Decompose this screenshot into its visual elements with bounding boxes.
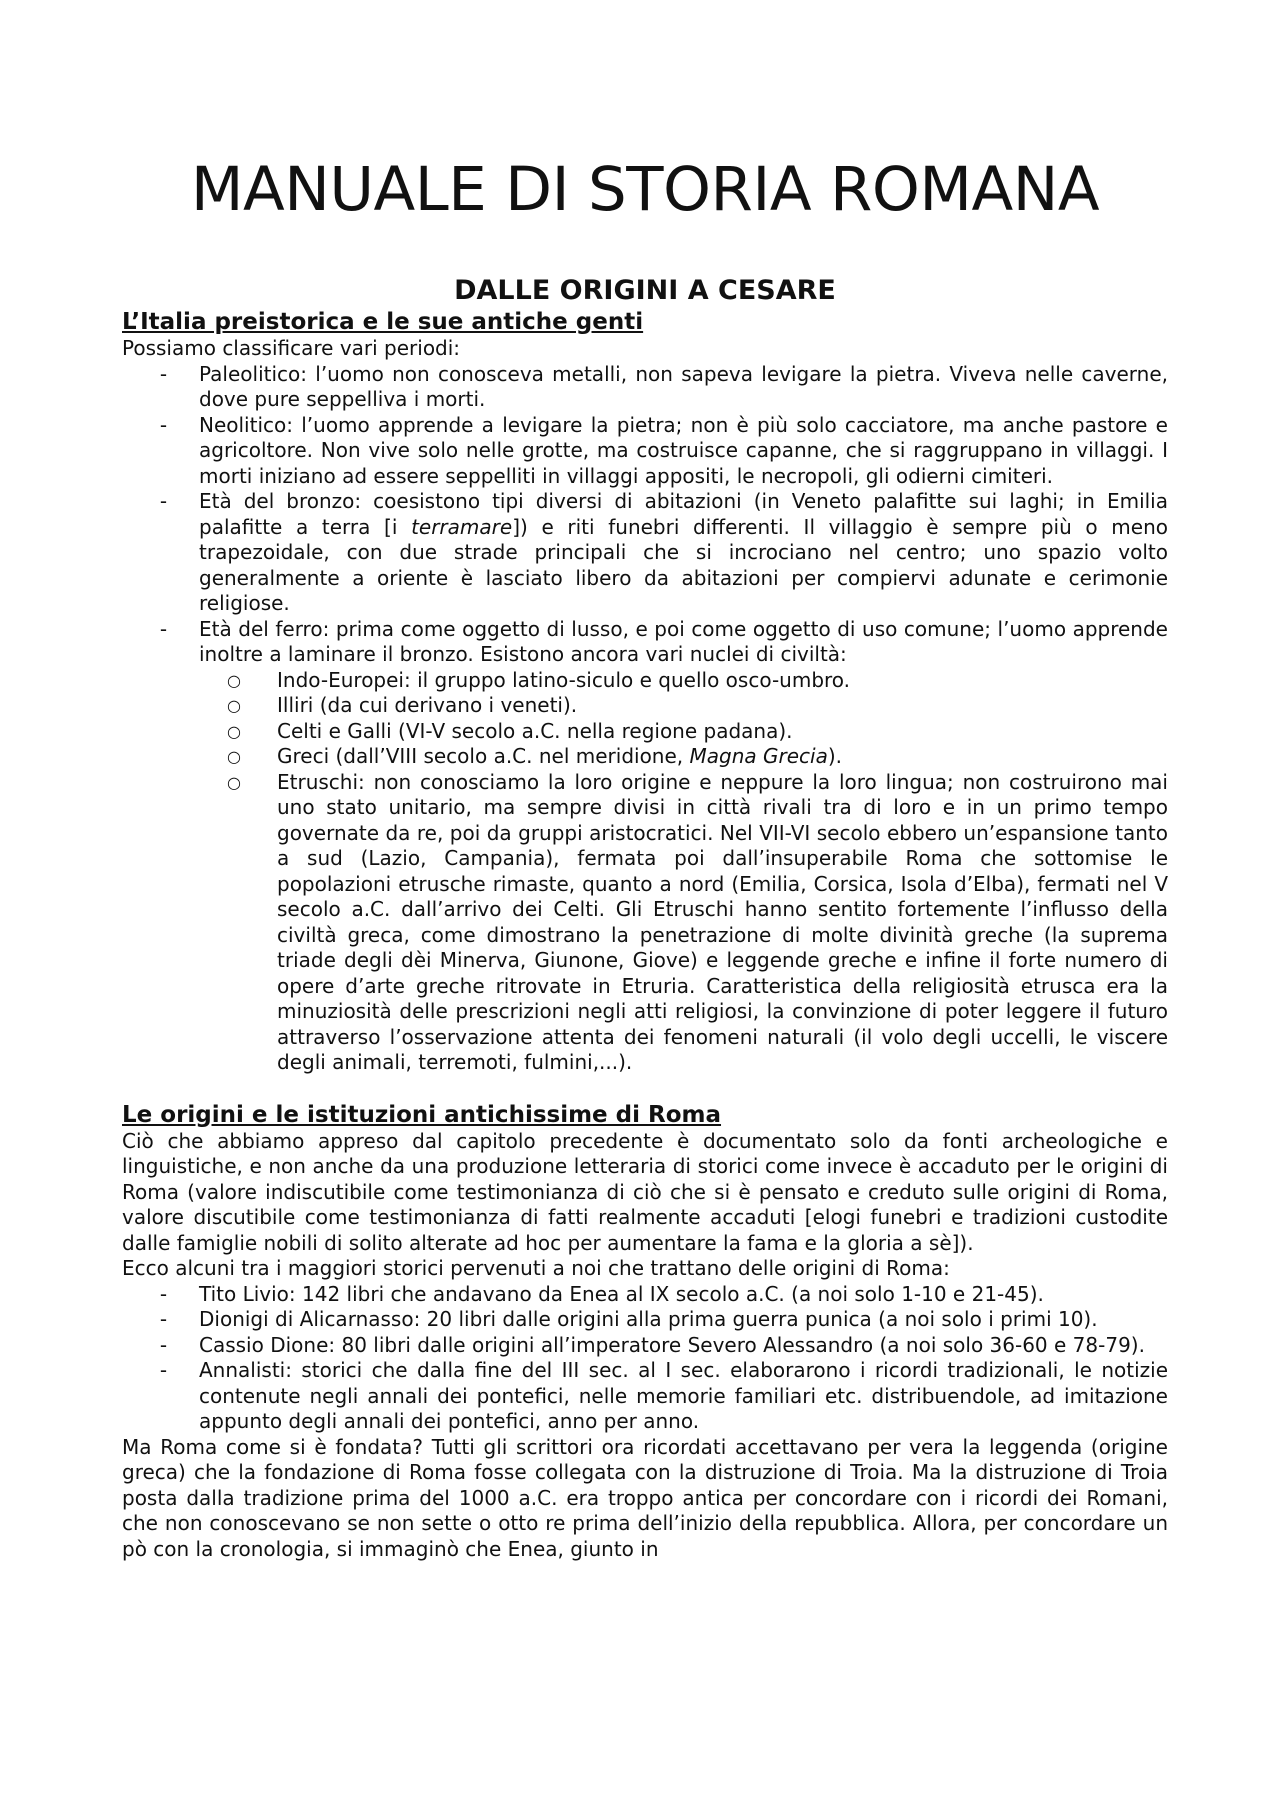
section-heading: L’Italia preistorica e le sue antiche genti bbox=[122, 309, 644, 335]
item-text: Greci (dall’VIII secolo a.C. nel meridione, bbox=[277, 744, 690, 768]
page-subtitle: DALLE ORIGINI A CESARE bbox=[454, 275, 836, 306]
sub-list-item: ○ Indo-Europei: il gruppo latino-siculo e quello osco-umbro. bbox=[277, 668, 1168, 694]
item-text: Età del ferro: prima come oggetto di lusso, e poi come oggetto di uso comune; l’uomo apprende inoltre a laminare il bronzo. Esistono ancora vari nuclei di civiltà: bbox=[199, 616, 1168, 666]
item-text: Età del bronzo: coesistono tipi diversi di abitazioni (in Veneto palafitte sui laghi; in Emilia palafitte a terra [i bbox=[199, 489, 1168, 539]
list-item: - Annalisti: storici che dalla fine del III sec. al I sec. elaborarono i ricordi tradizionali, le notizie contenute negli annali dei pontefici, nelle memorie familiari etc. distribuendole, ad imitazione appunto degli annali dei pontefici, anno per anno. bbox=[199, 1358, 1168, 1435]
paragraph: Ecco alcuni tra i maggiori storici pervenuti a noi che trattano delle origini di Roma: bbox=[122, 1256, 950, 1280]
periods-list bbox=[122, 362, 1168, 1076]
document-page bbox=[122, 150, 1168, 1562]
section-heading: Le origini e le istituzioni antichissime di Roma bbox=[122, 1101, 722, 1128]
spacer bbox=[122, 1076, 1168, 1101]
section-prehistoric-italy bbox=[122, 308, 1168, 1076]
civilizations-list bbox=[199, 668, 1168, 1076]
list-item bbox=[199, 489, 1168, 617]
page-title: MANUALE DI STORIA ROMANA bbox=[190, 154, 1100, 225]
list-item: - Tito Livio: 142 libri che andavano da Enea al IX secolo a.C. (a noi solo 1-10 e 21-45). bbox=[199, 1282, 1168, 1308]
italic-term: Magna Grecia bbox=[689, 744, 828, 768]
historians-list bbox=[122, 1282, 1168, 1435]
sub-list-item: ○ Etruschi: non conosciamo la loro origine e neppure la loro lingua; non costruirono mai uno stato unitario, ma sempre divisi in città rivali tra di loro e in un primo tempo governate da re, poi da gruppi aristocratici. Nel VII-VI secolo ebbero un’espansione tanto a sud (Lazio, Campania), fermata poi dall’insuperabile Roma che sottomise le popolazioni etrusche rimaste, quanto a nord (Emilia, Corsica, Isola d’Elba), fermati nel V secolo a.C. dall’arrivo dei Celti. Gli Etruschi hanno sentito fortemente l’influsso della civiltà greca, come dimostrano la penetrazione di molte divinità greche (la suprema triade degli dèi Minerva, Giunone, Giove) e leggende greche e infine il forte numero di opere d’arte greche ritrovate in Etruria. Caratteristica della religiosità etrusca era la minuziosità delle prescrizioni negli atti religiosi, la convinzione di poter leggere il futuro attraverso l’osservazione attenta dei fenomeni naturali (il volo degli uccelli, le viscere degli animali, terremoti, fulmini,...). bbox=[277, 770, 1168, 1076]
italic-term: terramare bbox=[411, 514, 513, 539]
item-text: ]) e riti funebri differenti. Il villaggio è sempre più o meno trapezoidale, con due strade principali che si incrociano nel centro; uno spazio volto generalmente a oriente è lasciato libero da abitazioni per compiervi adunate e cerimonie religiose. bbox=[199, 514, 1169, 615]
paragraph: Ciò che abbiamo appreso dal capitolo precedente è documentato solo da fonti archeologiche e linguistiche, e non anche da una produzione letteraria di storici come invece è accaduto per le origini di Roma (valore indiscutibile come testimonianza di ciò che si è pensato e creduto sulle origini di Roma, valore discutibile come testimonianza di fatti realmente accaduti [elogi funebri e tradizioni custodite dalle famiglie nobili di solito alterate ad hoc per aumentare la fama e la gloria a sè]). bbox=[122, 1128, 1168, 1255]
item-text: ). bbox=[827, 744, 843, 768]
paragraph: Ma Roma come si è fondata? Tutti gli scrittori ora ricordati accettavano per vera la leggenda (origine greca) che la fondazione di Roma fosse collegata con la distruzione di Troia. Ma la distruzione di Troia posta dalla tradizione prima del 1000 a.C. era troppo antica per concordare con i ricordi dei Romani, che non conoscevano se non sette o otto re prima dell’inizio della repubblica. Allora, per concordare un pò con la cronologia, si immaginò che Enea, giunto in bbox=[122, 1434, 1168, 1561]
sub-list-item: ○ Illiri (da cui derivano i veneti). bbox=[277, 693, 1168, 719]
list-item: - Cassio Dione: 80 libri dalle origini all’imperatore Severo Alessandro (a noi solo 36-60 e 78-79). bbox=[199, 1333, 1168, 1359]
sub-list-item bbox=[277, 744, 1168, 770]
list-item: - Dionigi di Alicarnasso: 20 libri dalle origini alla prima guerra punica (a noi solo i primi 10). bbox=[199, 1307, 1168, 1333]
list-item: - Paleolitico: l’uomo non conosceva metalli, non sapeva levigare la pietra. Viveva nelle caverne, dove pure seppelliva i morti. bbox=[199, 362, 1168, 413]
list-item: - Neolitico: l’uomo apprende a levigare la pietra; non è più solo cacciatore, ma anche pastore e agricoltore. Non vive solo nelle grotte, ma costruisce capanne, che si raggruppano in villaggi. I morti iniziano ad essere seppelliti in villaggi appositi, le necropoli, gli odierni cimiteri. bbox=[199, 413, 1168, 490]
sub-list-item: ○ Celti e Galli (VI-V secolo a.C. nella regione padana). bbox=[277, 719, 1168, 745]
list-item bbox=[199, 617, 1168, 1076]
section-origins-of-rome bbox=[122, 1101, 1168, 1563]
section-intro: Possiamo classificare vari periodi: bbox=[122, 336, 461, 360]
